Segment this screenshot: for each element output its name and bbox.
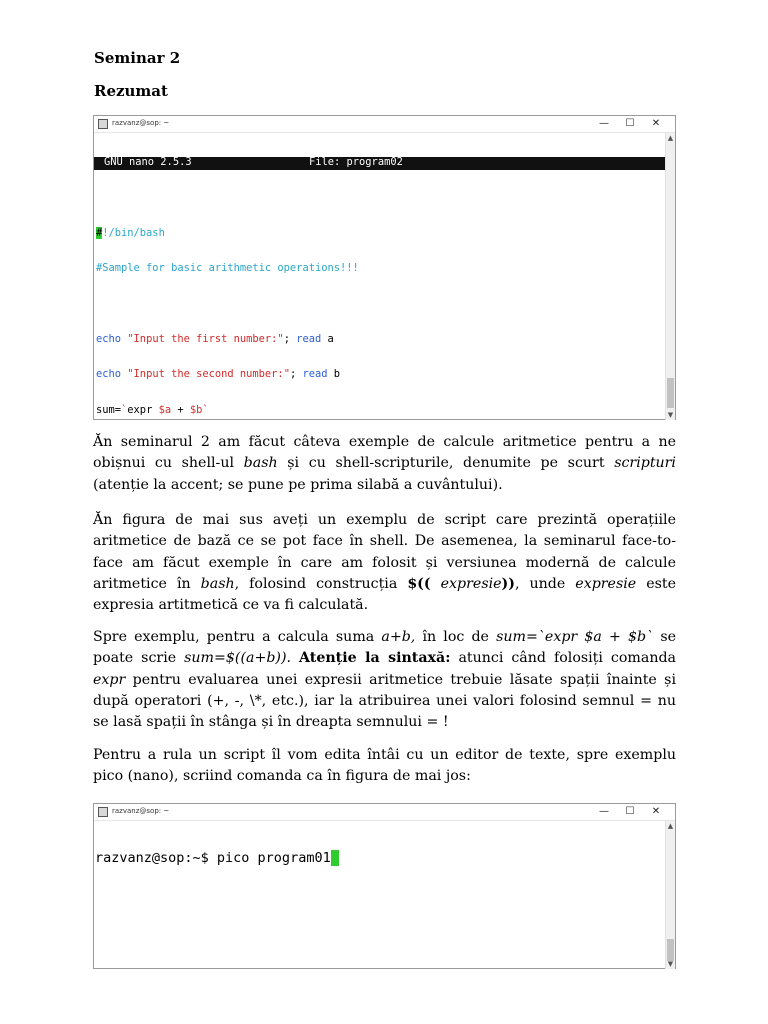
scroll-thumb[interactable] [667,378,674,408]
maximize-button[interactable]: ☐ [625,118,635,129]
scroll-down-icon[interactable]: ▼ [667,411,674,419]
code-line: #!/bin/bash [96,226,165,239]
heading-rezumat: Rezumat [94,82,168,100]
paragraph-intro: Ăn seminarul 2 am făcut câteva exemple de calcule aritmetice pentru a ne obișnui cu shell-ul bash și cu shell-scripturile, denumite pe scurt scripturi (atenție la accent; se pune pe prima silabă a cuvântului). [93,434,676,493]
prompt-text: razvanz@sop:~$ pico program01 [95,849,331,866]
paragraph-example: Spre exemplu, pentru a calcula suma a+b, în loc de sum=`expr $a + $b` se poate scrie sum=$((a+b)). Atenție la sintaxă: atunci când folosiți comanda expr pentru evaluarea unei expresii aritmetice trebuie lăsate spații înainte și după operatori (+, -, \*, etc.), iar la atribuirea unei valori folosind semnul = nu se lasă spații în stânga și în dreapta semnului = ! [93,629,677,731]
minimize-button[interactable]: — [599,118,609,129]
putty-icon [98,807,108,817]
paragraph-figure-explanation: Ăn figura de mai sus aveți un exemplu de script care prezintă operațiile aritmetice de bază ce se pot face în shell. De asemenea, la seminarul face-to-face am făcut exemple în care am folosit și versiunea modernă de calcule aritmetice în bash, folosind construcția $(( expresie)), unde expresie este expresia artitmetică ce va fi calculată. [93,512,676,614]
paragraph-run-script: Pentru a rula un script îl vom edita întâi cu un editor de texte, spre exemplu pico (nano), scriind comanda ca în figura de mai jos: [93,747,676,785]
cursor [331,850,339,866]
code-line: sum=`expr $a + $b` [96,403,209,416]
nano-file-name: File: program02 [309,155,403,168]
shell-prompt-line[interactable] [94,845,675,969]
scroll-up-icon[interactable]: ▲ [667,134,674,142]
scroll-down-icon[interactable]: ▼ [667,960,674,968]
putty-icon [98,119,108,129]
nano-version: GNU nano 2.5.3 [104,155,192,168]
heading-seminar: Seminar 2 [94,49,181,67]
maximize-button[interactable]: ☐ [625,806,635,817]
terminal-titlebar [94,116,675,133]
terminal-scrollbar[interactable] [665,133,675,420]
code-line: #Sample for basic arithmetic operations!!! [96,262,359,275]
nano-header-bar [94,157,665,170]
scroll-thumb[interactable] [667,939,674,961]
code-line: echo "Input the second number:"; read b [96,368,341,381]
shell-terminal-window [93,803,676,969]
shebang-rest: !/bin/bash [102,226,165,239]
code-line [96,299,675,311]
window-title: razvanz@sop: ~ [112,807,170,815]
minimize-button[interactable]: — [599,806,609,817]
nano-terminal-window [93,115,676,420]
code-editor-area[interactable] [94,193,675,420]
code-line: echo "Input the first number:"; read a [96,332,334,345]
window-title: razvanz@sop: ~ [112,119,170,127]
close-button[interactable]: ✕ [651,806,661,817]
terminal-scrollbar[interactable] [665,821,675,969]
close-button[interactable]: ✕ [651,118,661,129]
scroll-up-icon[interactable]: ▲ [667,822,674,830]
terminal-titlebar [94,804,675,821]
